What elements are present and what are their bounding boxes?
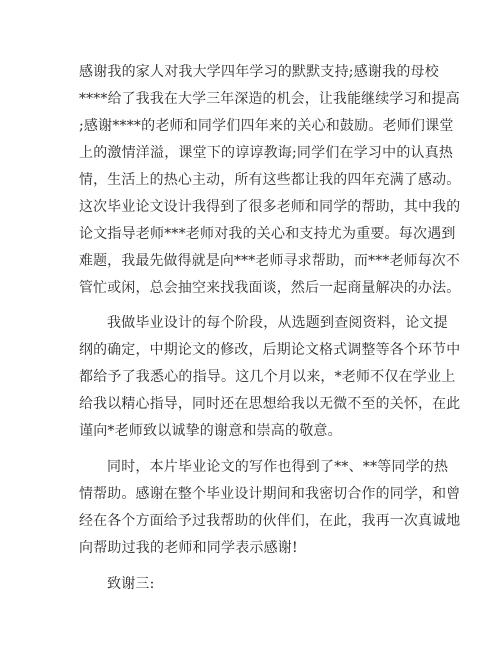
text-line: 这次毕业论文设计我得到了很多老师和同学的帮助，其中我的 bbox=[79, 199, 461, 215]
text-line: 情，生活上的热心主动，所有这些都让我的四年充满了感动。 bbox=[79, 172, 461, 188]
text-line: ****给了我我在大学三年深造的机会，让我能继续学习和提高 bbox=[79, 91, 460, 107]
text-line: 难题，我最先做得就是向***老师寻求帮助，而***老师每次不 bbox=[79, 253, 461, 269]
text-line: 管忙或闲，总会抽空来找我面谈，然后一起商量解决的办法。 bbox=[79, 280, 461, 296]
text-line: ;感谢****的老师和同学们四年来的关心和鼓励。老师们课堂 bbox=[79, 118, 454, 134]
text-line: 上的激情洋溢，课堂下的谆谆教诲;同学们在学习中的认真热 bbox=[79, 145, 454, 161]
text-line: 感谢我的家人对我大学四年学习的默默支持;感谢我的母校 bbox=[79, 64, 439, 80]
text-line: 论文指导老师***老师对我的关心和支持尤为重要。每次遇到 bbox=[79, 226, 456, 242]
section-heading: 致谢三: bbox=[107, 576, 155, 592]
text-line: 我做毕业设计的每个阶段，从选题到查阅资料，论文提 bbox=[107, 315, 448, 331]
text-line: 经在各个方面给予过我帮助的伙伴们，在此，我再一次真诚地 bbox=[79, 513, 461, 529]
text-line: 情帮助。感谢在整个毕业设计期间和我密切合作的同学，和曾 bbox=[79, 486, 461, 502]
text-line: 同时，本片毕业论文的写作也得到了**、**等同学的热 bbox=[107, 459, 449, 475]
text-line: 给我以精心指导，同时还在思想给我以无微不至的关怀，在此 bbox=[79, 396, 461, 412]
text-line: 向帮助过我的老师和同学表示感谢! bbox=[79, 540, 298, 556]
text-line: 都给予了我悉心的指导。这几个月以来，*老师不仅在学业上 bbox=[79, 369, 456, 385]
text-line: 纲的确定，中期论文的修改，后期论文格式调整等各个环节中 bbox=[79, 342, 461, 358]
text-line: 谨向*老师致以诚挚的谢意和崇高的敬意。 bbox=[79, 423, 342, 439]
